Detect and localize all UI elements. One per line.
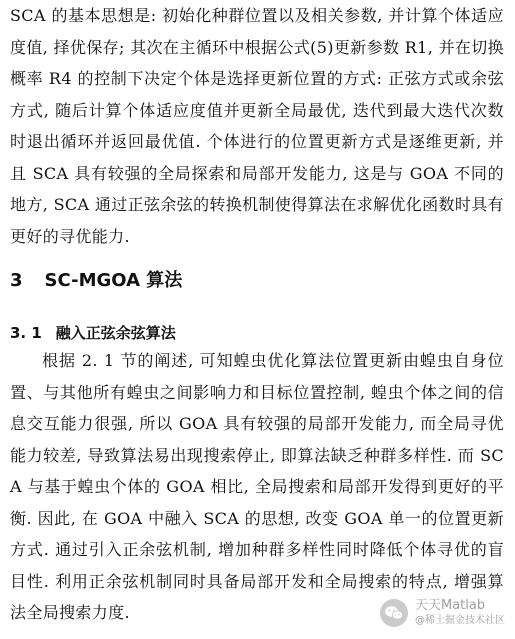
body-paragraph-sca-integration: 根据 2. 1 节的阐述, 可知蝗虫优化算法位置更新由蝗虫自身位置、与其他所有蝗虫之间影响力和目标位置控制, 蝗虫个体之间的信息交互能力很强, 所以 GOA 具有较强的局部开发能力, 而全局寻优能力较差, 导致算法易出现搜索停止, 即算法缺乏种群多样性. 而 SCA 与基于蝗虫个体的 GOA 相比, 全局搜索和局部开发得到更好的平衡. 因此, 在 GOA 中融入 SCA 的思想, 改变 GOA 单一的位置更新方式. 通过引入正余弦机制, 增加种群多样性同时降低个体寻优的盲目性. 利用正余弦机制同时具备局部开发和全局搜索的特点, 增强算法全局搜索力度. [10,351,504,622]
body-paragraph-sca-idea: SCA 的基本思想是: 初始化种群位置以及相关参数, 并计算个体适应度值, 择优保存; 其次在主循环中根据公式(5)更新参数 R1, 并在切换概率 R4 的控制下决定个体是选择更新位置的方式: 正弦方式或余弦方式, 随后计算个体适应度值并更新全局最优, 迭代到最大迭代次数时退出循环并返回最优值. 个体进行的位置更新方式是逐维更新, 并且 SCA 具有较强的全局探索和局部开发能力, 这是与 GOA 不同的地方, SCA 通过正弦余弦的转换机制使得算法在求解优化函数时具有更好的寻优能力. [10,6,504,246]
subsection-title: 融入正弦余弦算法 [55,324,176,342]
section-title: SC-MGOA 算法 [44,270,183,291]
section-heading [10,268,182,294]
watermark-subtitle: @稀土掘金技术社区 [415,615,505,626]
subsection-number: 3. 1 [10,324,42,342]
watermark [377,593,507,633]
watermark-name: 天天Matlab [415,598,486,613]
section-number: 3 [10,270,23,291]
subsection-heading [10,322,176,344]
wechat-logo-icon [379,598,409,628]
